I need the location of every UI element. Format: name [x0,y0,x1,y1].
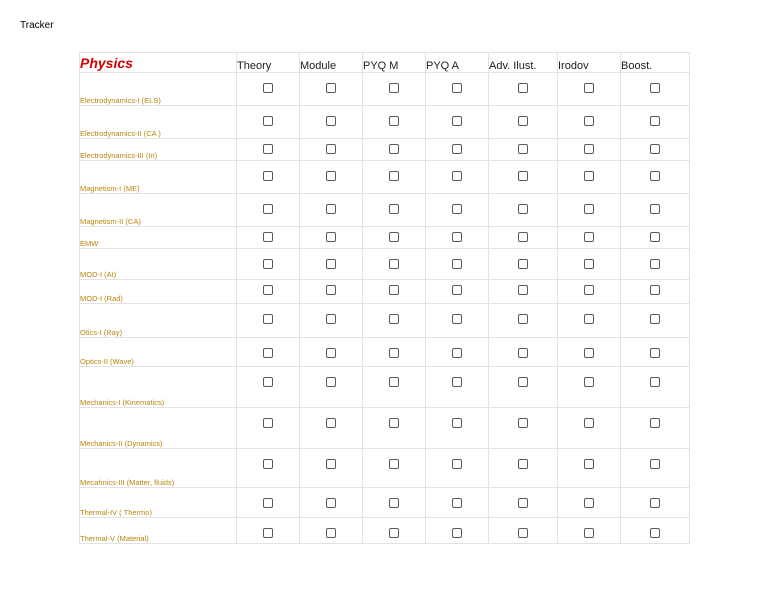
checkbox[interactable] [263,232,273,242]
tracker-body [80,73,690,544]
checkbox[interactable] [452,498,462,508]
checkbox[interactable] [518,83,528,93]
checkbox-cell [558,449,621,488]
checkbox[interactable] [389,314,399,324]
checkbox[interactable] [326,116,336,126]
checkbox-cell [489,227,558,249]
checkbox[interactable] [452,83,462,93]
checkbox-cell [621,280,690,304]
checkbox[interactable] [389,285,399,295]
checkbox[interactable] [263,204,273,214]
checkbox[interactable] [584,259,594,269]
checkbox[interactable] [584,144,594,154]
checkbox-cell [558,194,621,227]
checkbox-cell [621,227,690,249]
checkbox[interactable] [584,459,594,469]
checkbox[interactable] [452,232,462,242]
checkbox[interactable] [584,232,594,242]
checkbox[interactable] [389,259,399,269]
checkbox[interactable] [389,528,399,538]
checkbox-cell [558,161,621,194]
topic-label: Electrodynamics-II (CA ) [80,106,237,139]
checkbox[interactable] [518,232,528,242]
checkbox[interactable] [389,498,399,508]
checkbox-cell [237,449,300,488]
table-row [80,304,690,338]
checkbox-cell [621,106,690,139]
checkbox-cell [621,367,690,408]
checkbox-cell [489,161,558,194]
checkbox[interactable] [650,204,660,214]
checkbox-cell [426,367,489,408]
table-row [80,408,690,449]
checkbox[interactable] [389,144,399,154]
checkbox[interactable] [584,528,594,538]
table-row [80,338,690,367]
checkbox-cell [558,227,621,249]
checkbox-cell [426,280,489,304]
checkbox[interactable] [584,285,594,295]
checkbox-cell [237,408,300,449]
column-header-pyq-m: PYQ M [363,53,426,73]
checkbox[interactable] [650,498,660,508]
checkbox-cell [237,161,300,194]
checkbox[interactable] [650,259,660,269]
checkbox-cell [300,106,363,139]
checkbox[interactable] [326,459,336,469]
checkbox-cell [558,338,621,367]
checkbox-cell [363,139,426,161]
tracker-table [79,52,690,544]
checkbox[interactable] [326,171,336,181]
checkbox[interactable] [326,259,336,269]
checkbox-cell [426,449,489,488]
checkbox[interactable] [518,204,528,214]
checkbox-cell [558,408,621,449]
checkbox[interactable] [326,144,336,154]
checkbox[interactable] [326,528,336,538]
checkbox[interactable] [326,377,336,387]
topic-label: Mechanics-I (Kinematics) [80,367,237,408]
checkbox-cell [621,249,690,280]
checkbox-cell [237,73,300,106]
table-row [80,280,690,304]
checkbox-cell [300,449,363,488]
topic-label: EMW [80,227,237,249]
checkbox[interactable] [389,171,399,181]
checkbox[interactable] [326,83,336,93]
checkbox-cell [300,161,363,194]
topic-label: Thermal-V (Material) [80,518,237,544]
checkbox-cell [489,449,558,488]
checkbox-cell [558,304,621,338]
checkbox-cell [363,161,426,194]
checkbox[interactable] [263,285,273,295]
checkbox[interactable] [650,171,660,181]
table-row [80,194,690,227]
checkbox-cell [426,73,489,106]
checkbox[interactable] [263,259,273,269]
checkbox-cell [489,194,558,227]
checkbox[interactable] [452,285,462,295]
checkbox[interactable] [584,418,594,428]
checkbox-cell [300,139,363,161]
document-title: Tracker [20,20,54,31]
checkbox-cell [489,73,558,106]
checkbox-cell [363,249,426,280]
checkbox[interactable] [263,528,273,538]
checkbox-cell [363,73,426,106]
topic-label: Magnetism-II (CA) [80,194,237,227]
checkbox-cell [300,304,363,338]
checkbox-cell [489,280,558,304]
checkbox-cell [300,367,363,408]
checkbox-cell [489,338,558,367]
checkbox[interactable] [452,528,462,538]
column-header-adv-ilust: Adv. Ilust. [489,53,558,73]
checkbox-cell [300,194,363,227]
checkbox-cell [426,249,489,280]
checkbox[interactable] [452,259,462,269]
checkbox[interactable] [518,259,528,269]
checkbox-cell [300,338,363,367]
checkbox[interactable] [650,83,660,93]
table-row [80,518,690,544]
checkbox[interactable] [584,314,594,324]
checkbox-cell [237,304,300,338]
checkbox[interactable] [389,348,399,358]
checkbox[interactable] [263,83,273,93]
checkbox-cell [363,194,426,227]
checkbox[interactable] [452,377,462,387]
checkbox-cell [621,161,690,194]
checkbox-cell [426,408,489,449]
checkbox[interactable] [452,348,462,358]
checkbox-cell [237,106,300,139]
checkbox-cell [426,518,489,544]
checkbox[interactable] [389,418,399,428]
table-row [80,449,690,488]
checkbox-cell [621,194,690,227]
table-row [80,249,690,280]
topic-label: Optics-II (Wave) [80,338,237,367]
checkbox[interactable] [518,528,528,538]
checkbox[interactable] [518,285,528,295]
checkbox[interactable] [650,285,660,295]
table-row [80,73,690,106]
checkbox-cell [237,280,300,304]
checkbox-cell [300,518,363,544]
checkbox[interactable] [263,348,273,358]
checkbox-cell [558,518,621,544]
checkbox-cell [363,280,426,304]
checkbox[interactable] [263,116,273,126]
checkbox[interactable] [326,314,336,324]
checkbox-cell [237,488,300,518]
checkbox-cell [237,518,300,544]
checkbox-cell [426,227,489,249]
checkbox[interactable] [650,116,660,126]
checkbox[interactable] [452,459,462,469]
checkbox[interactable] [518,459,528,469]
checkbox-cell [489,488,558,518]
checkbox-cell [558,73,621,106]
checkbox[interactable] [518,144,528,154]
checkbox-cell [426,161,489,194]
column-header-pyq-a: PYQ A [426,53,489,73]
checkbox-cell [363,518,426,544]
topic-label: Thermal-IV ( Thermo) [80,488,237,518]
checkbox-cell [363,488,426,518]
checkbox[interactable] [518,498,528,508]
checkbox-cell [237,367,300,408]
checkbox-cell [237,194,300,227]
checkbox[interactable] [518,314,528,324]
checkbox[interactable] [452,204,462,214]
checkbox[interactable] [389,459,399,469]
checkbox-cell [426,106,489,139]
checkbox[interactable] [326,418,336,428]
checkbox-cell [621,338,690,367]
checkbox[interactable] [650,418,660,428]
checkbox-cell [363,338,426,367]
checkbox-cell [363,106,426,139]
checkbox-cell [558,367,621,408]
checkbox-cell [489,304,558,338]
table-row [80,161,690,194]
table-row [80,139,690,161]
checkbox-cell [426,194,489,227]
checkbox-cell [489,106,558,139]
checkbox-cell [237,227,300,249]
checkbox-cell [300,488,363,518]
checkbox[interactable] [650,314,660,324]
checkbox[interactable] [650,528,660,538]
checkbox-cell [237,139,300,161]
checkbox[interactable] [326,498,336,508]
checkbox[interactable] [263,418,273,428]
checkbox[interactable] [452,171,462,181]
checkbox[interactable] [584,377,594,387]
checkbox[interactable] [263,171,273,181]
checkbox-cell [300,227,363,249]
checkbox-cell [621,139,690,161]
checkbox[interactable] [326,232,336,242]
checkbox[interactable] [263,459,273,469]
checkbox[interactable] [452,116,462,126]
checkbox-cell [558,280,621,304]
checkbox[interactable] [584,83,594,93]
checkbox-cell [558,139,621,161]
checkbox-cell [237,249,300,280]
topic-label: Mechanics-II (Dynamics) [80,408,237,449]
topic-label: Otics-I (Ray) [80,304,237,338]
checkbox-cell [621,488,690,518]
table-row [80,227,690,249]
checkbox-cell [489,249,558,280]
column-header-theory: Theory [237,53,300,73]
checkbox-cell [363,449,426,488]
checkbox[interactable] [263,144,273,154]
topic-label: Electrodynamics-I (ELS) [80,73,237,106]
checkbox[interactable] [584,204,594,214]
checkbox[interactable] [389,83,399,93]
checkbox-cell [489,367,558,408]
checkbox[interactable] [584,498,594,508]
checkbox[interactable] [518,377,528,387]
checkbox-cell [621,518,690,544]
checkbox-cell [558,249,621,280]
checkbox-cell [489,518,558,544]
checkbox-cell [558,106,621,139]
checkbox[interactable] [584,171,594,181]
checkbox-cell [300,73,363,106]
topic-label: Magnetism-I (ME) [80,161,237,194]
checkbox[interactable] [518,171,528,181]
checkbox-cell [426,304,489,338]
topic-label: Electrodynamics-III (In) [80,139,237,161]
checkbox[interactable] [452,314,462,324]
checkbox-cell [426,338,489,367]
checkbox[interactable] [518,418,528,428]
checkbox-cell [300,408,363,449]
checkbox[interactable] [389,204,399,214]
checkbox[interactable] [263,314,273,324]
checkbox[interactable] [650,459,660,469]
table-row [80,106,690,139]
checkbox-cell [621,408,690,449]
checkbox[interactable] [389,377,399,387]
column-header-boost: Boost. [621,53,690,73]
checkbox[interactable] [518,348,528,358]
topic-label: Mecahnics-III (Matter, fluids) [80,449,237,488]
checkbox-cell [363,227,426,249]
checkbox-cell [489,408,558,449]
checkbox[interactable] [389,232,399,242]
checkbox[interactable] [263,498,273,508]
checkbox[interactable] [650,377,660,387]
checkbox-cell [621,73,690,106]
checkbox-cell [621,449,690,488]
checkbox[interactable] [650,144,660,154]
checkbox-cell [426,488,489,518]
checkbox[interactable] [584,116,594,126]
checkbox-cell [489,139,558,161]
subject-title: Physics [80,53,237,73]
checkbox-cell [363,304,426,338]
checkbox[interactable] [650,232,660,242]
checkbox-cell [300,249,363,280]
checkbox[interactable] [263,377,273,387]
checkbox-cell [363,408,426,449]
checkbox-cell [621,304,690,338]
column-header-module: Module [300,53,363,73]
checkbox[interactable] [389,116,399,126]
topic-label: MOD-I (Rad) [80,280,237,304]
checkbox-cell [300,280,363,304]
checkbox[interactable] [326,204,336,214]
column-header-irodov: Irodov [558,53,621,73]
checkbox[interactable] [518,116,528,126]
checkbox-cell [558,488,621,518]
checkbox-cell [363,367,426,408]
header-row [80,53,690,73]
checkbox[interactable] [326,285,336,295]
checkbox-cell [426,139,489,161]
checkbox-cell [237,338,300,367]
table-row [80,367,690,408]
table-row [80,488,690,518]
checkbox[interactable] [650,348,660,358]
checkbox[interactable] [452,418,462,428]
checkbox[interactable] [584,348,594,358]
topic-label: MOD-I (At) [80,249,237,280]
checkbox[interactable] [326,348,336,358]
checkbox[interactable] [452,144,462,154]
